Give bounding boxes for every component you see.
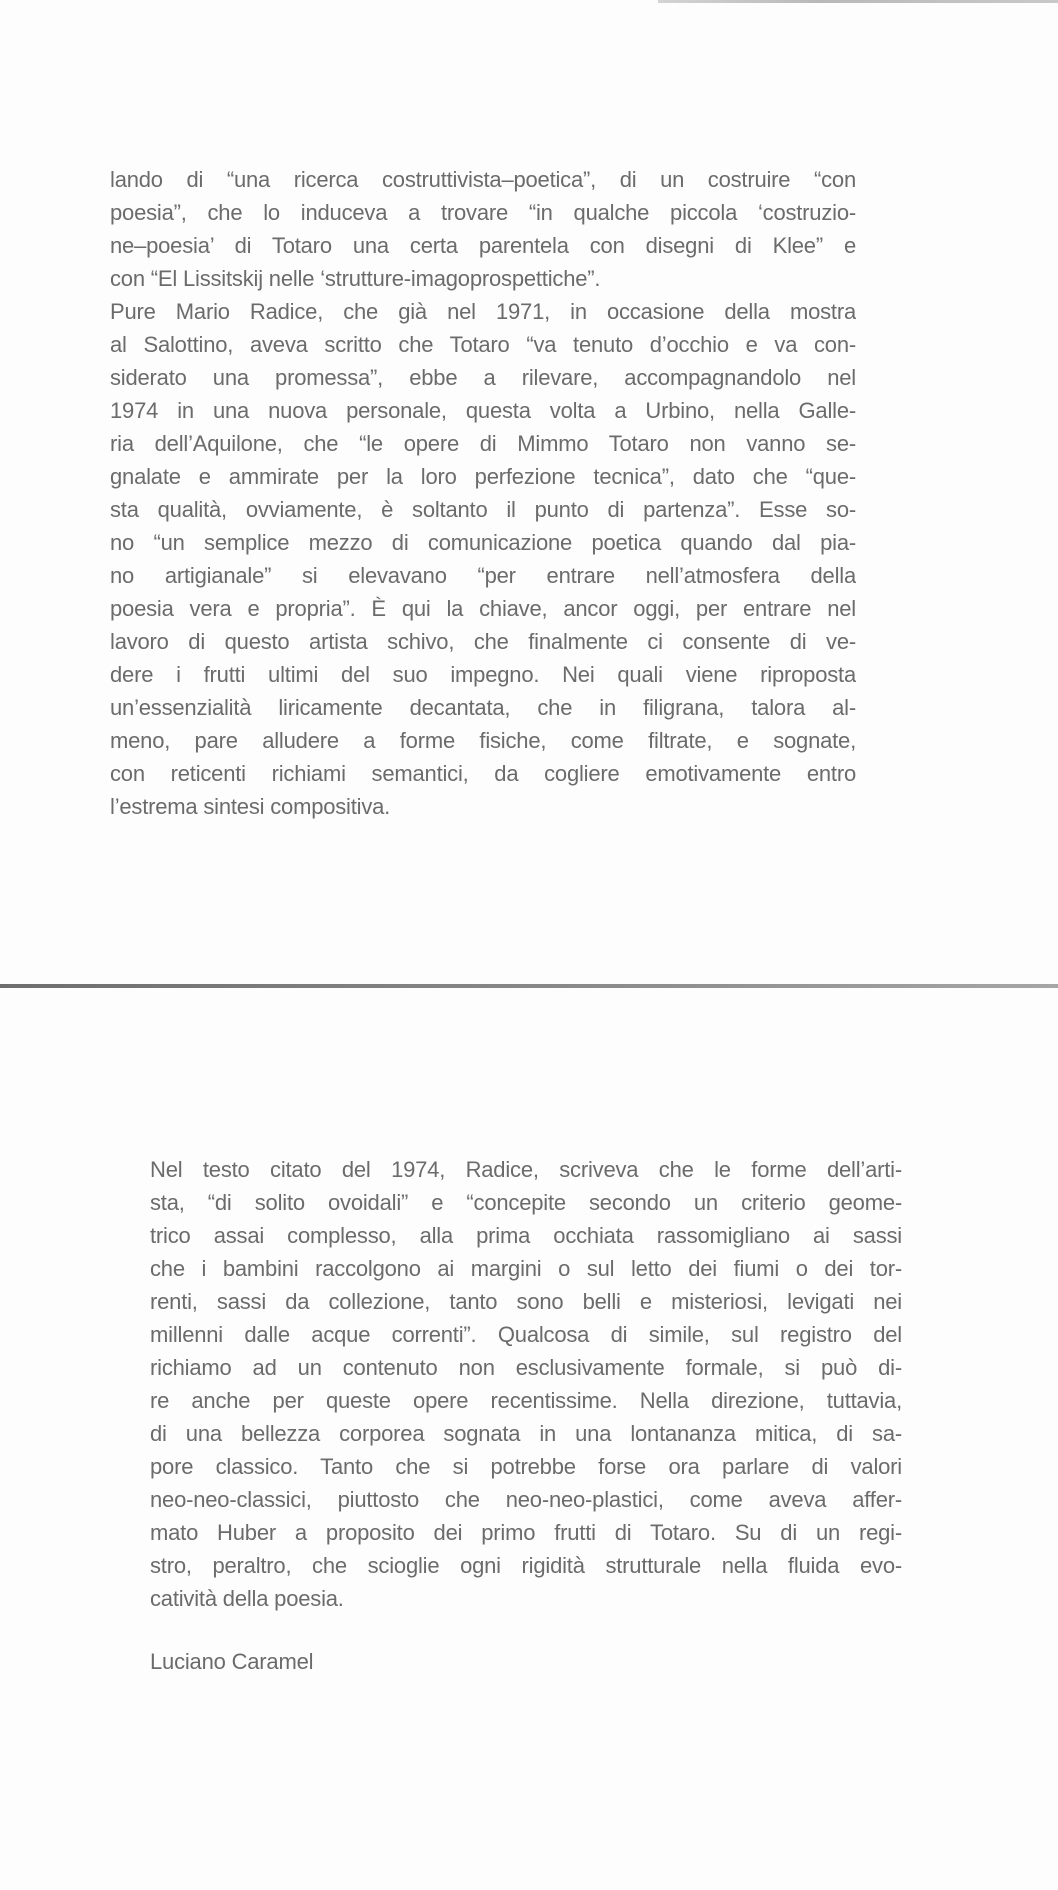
text-line: 1974 in una nuova personale, questa volta a Urbino, nella Galle- xyxy=(110,398,856,423)
text-line: al Salottino, aveva scritto che Totaro “va tenuto d’occhio e va con- xyxy=(110,332,856,357)
text-line: catività della poesia. xyxy=(150,1586,344,1611)
text-line: meno, pare alludere a forme fisiche, come filtrate, e sognate, xyxy=(110,728,856,753)
essay-text-block-1 xyxy=(110,163,856,823)
text-line: poesia vera e propria”. È qui la chiave, ancor oggi, per entrare nel xyxy=(110,596,856,621)
text-line: Pure Mario Radice, che già nel 1971, in occasione della mostra xyxy=(110,299,856,324)
horizontal-divider-rule xyxy=(0,984,1058,988)
essay-text-block-2 xyxy=(150,1153,902,1615)
text-line: no “un semplice mezzo di comunicazione poetica quando dal pia- xyxy=(110,530,856,555)
text-line: neo-neo-classici, piuttosto che neo-neo-plastici, come aveva affer- xyxy=(150,1487,902,1512)
text-line: gnalate e ammirate per la loro perfezione tecnica”, dato che “que- xyxy=(110,464,856,489)
text-line: richiamo ad un contenuto non esclusivamente formale, si può di- xyxy=(150,1355,902,1380)
text-line: trico assai complesso, alla prima occhiata rassomigliano ai sassi xyxy=(150,1223,902,1248)
text-line: no artigianale” si elevavano “per entrare nell’atmosfera della xyxy=(110,563,856,588)
text-line: dere i frutti ultimi del suo impegno. Nei quali viene riproposta xyxy=(110,662,856,687)
text-line: ne–poesia’ di Totaro una certa parentela con disegni di Klee” e xyxy=(110,233,856,258)
text-line: re anche per queste opere recentissime. Nella direzione, tuttavia, xyxy=(150,1388,902,1413)
text-line: renti, sassi da collezione, tanto sono belli e misteriosi, levigati nei xyxy=(150,1289,902,1314)
text-line: siderato una promessa”, ebbe a rilevare, accompagnandolo nel xyxy=(110,365,856,390)
author-signature: Luciano Caramel xyxy=(150,1649,314,1674)
text-line: lavoro di questo artista schivo, che finalmente ci consente di ve- xyxy=(110,629,856,654)
text-line: Nel testo citato del 1974, Radice, scriveva che le forme dell’arti- xyxy=(150,1157,902,1182)
text-line: con “El Lissitskij nelle ‘strutture-imagoprospettiche”. xyxy=(110,266,601,291)
text-line: mato Huber a proposito dei primo frutti di Totaro. Su di un regi- xyxy=(150,1520,902,1545)
text-line: con reticenti richiami semantici, da cogliere emotivamente entro xyxy=(110,761,856,786)
text-line: che i bambini raccolgono ai margini o sul letto dei fiumi o dei tor- xyxy=(150,1256,902,1281)
text-line: sta qualità, ovviamente, è soltanto il punto di partenza”. Esse so- xyxy=(110,497,856,522)
text-line: di una bellezza corporea sognata in una lontananza mitica, di sa- xyxy=(150,1421,902,1446)
text-line: un’essenzialità liricamente decantata, che in filigrana, talora al- xyxy=(110,695,856,720)
text-line: l’estrema sintesi compositiva. xyxy=(110,794,391,819)
text-line: stro, peraltro, che scioglie ogni rigidità strutturale nella fluida evo- xyxy=(150,1553,902,1578)
text-line: lando di “una ricerca costruttivista–poetica”, di un costruire “con xyxy=(110,167,856,192)
text-line: poesia”, che lo induceva a trovare “in qualche piccola ‘costruzio- xyxy=(110,200,856,225)
text-line: ria dell’Aquilone, che “le opere di Mimmo Totaro non vanno se- xyxy=(110,431,856,456)
page-top-edge-line xyxy=(658,0,1058,3)
text-line: millenni dalle acque correnti”. Qualcosa di simile, sul registro del xyxy=(150,1322,902,1347)
text-line: sta, “di solito ovoidali” e “concepite secondo un criterio geome- xyxy=(150,1190,902,1215)
text-line: pore classico. Tanto che si potrebbe forse ora parlare di valori xyxy=(150,1454,902,1479)
